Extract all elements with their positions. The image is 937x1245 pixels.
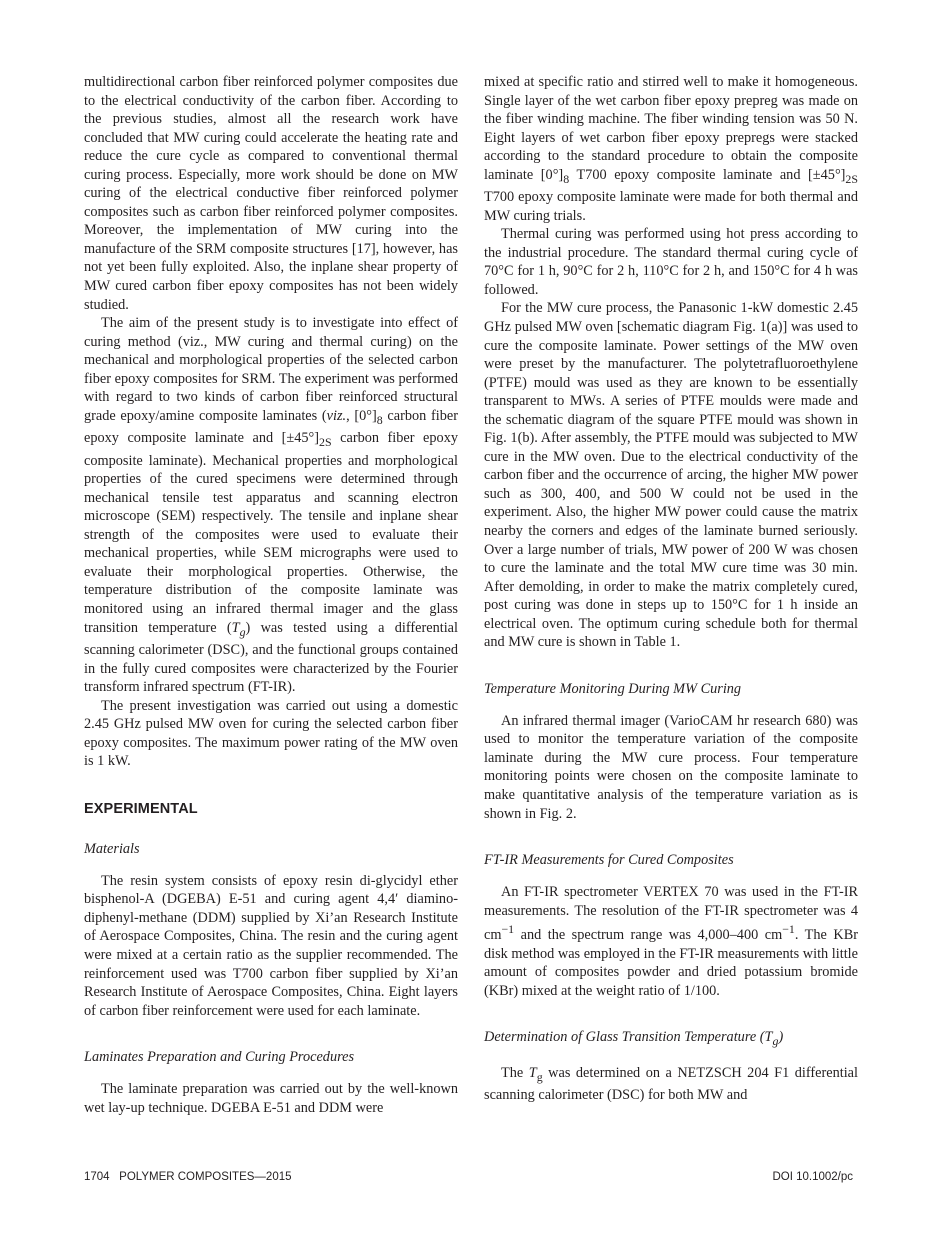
left-paragraph-aim: The aim of the present study is to investigate into effect of curing method (viz., MW curing and thermal curing) on the mechanical and morphological properties of the selected carbon fiber epoxy composites for SRM. The experiment was performed with regard to two kinds of carbon fiber reinforced structural grade epoxy/amine composite laminates (viz., $[0^\circ]_8$ carbon fiber epoxy composite laminate and $[\pm 45^\circ]_{2S}$ carbon fiber epoxy composite laminate). Mechanical properties and morphological properties of the cured specimens were determined through mechanical tensile test apparatus and scanning electron microscope (SEM) respectively. The tensile and inplane shear strength of the composites were used to evaluate their mechanical properties, while SEM micrographs were used to evaluate their morphological properties. Otherwise, the temperature distribution of the composite laminate was monitored using an infrared thermal imager and the glass transition temperature $(T_g)$ was tested using a differential scanning calorimeter (DSC), and the functional groups contained in the fully cured composites were characterized by the Fourier transform infrared spectrum (FT-IR). — [84, 315, 458, 696]
subheading-laminates: Laminates Preparation and Curing Procedures — [84, 1049, 355, 1066]
left-paragraph-laminates: The laminate preparation was carried out by the well-known wet lay-up technique. DGEBA E-51 and DDM were — [84, 1081, 458, 1116]
footer-doi: DOI 10.1002/pc — [772, 1171, 853, 1183]
subheading-temperature-monitoring: Temperature Monitoring During MW Curing — [484, 680, 742, 697]
right-paragraph-ftir: An FT-IR spectrometer VERTEX 70 was used in the FT-IR measurements. The resolution of the FT-IR spectrometer was 4 $cm^{-1}$ and the spectrum range was 4,000–400 $cm^{-1}$. The KBr disk method was employed in the FT-IR measurements with little amount of composites powder and dried potassium bromide (KBr) mixed at the weight ratio of 1/100. — [484, 884, 858, 999]
footer-page-journal: 1704 POLYMER COMPOSITES—2015 — [84, 1171, 292, 1183]
right-paragraph-thermal: Thermal curing was performed using hot press according to the industrial procedure. The standard thermal curing cycle of 70°C for 1 h, 90°C for 2 h, 110°C for 2 h, and 150°C for 4 h was followed. — [484, 226, 858, 298]
right-paragraph-1: mixed at specific ratio and stirred well to make it homogeneous. Single layer of the wet carbon fiber epoxy prepreg was made on the fiber winding machine. The fiber winding tension was 50 N. Eight layers of wet carbon fiber epoxy prepregs were stacked according to the standard procedure to obtain the composite laminate $[0^\circ]_8$ T700 epoxy composite laminate and $[\pm 45^\circ]_{2S}$ T700 epoxy composite laminate were made for both thermal and MW curing trials. — [484, 74, 858, 224]
subheading-ftir: FT-IR Measurements for Cured Composites — [484, 852, 734, 869]
left-column — [84, 73, 458, 1117]
right-paragraph-tg: The $T_g$ was determined on a NETZSCH 204 F1 differential scanning calorimeter (DSC) for both MW and — [484, 1065, 858, 1104]
subheading-materials: Materials — [84, 840, 140, 857]
left-paragraph-1: multidirectional carbon fiber reinforced polymer composites due to the electrical conductivity of the carbon fiber. According to the previous studies, almost all the research work have concluded that MW curing could accelerate the heating rate and reduce the cure cycle as compared to conventional thermal curing process. Especially, more work should be done on MW curing of the electrical conductive fiber reinforced polymer composites such as carbon fiber reinforced polymer composites. Moreover, the implementation of MW curing into the manufacture of the SRM composite structures [17], however, has not yet been fully exploited. Also, the inplane shear property of MW cured carbon fiber epoxy composites has not been widely studied. — [84, 74, 458, 313]
section-heading-experimental: EXPERIMENTAL — [84, 800, 198, 817]
left-paragraph-materials: The resin system consists of epoxy resin di-glycidyl ether bisphenol-A (DGEBA) E-51 and curing agent 4,4′ diamino-diphenyl-methane (DDM) supplied by Xi’an Research Institute of Aerospace Composites, China. The resin and the curing agent were mixed at a certain ratio as the supplier recommended. The reinforcement used was T700 carbon fiber supplied by Xi’an Research Institute of Aerospace Composites, China. Eight layers of carbon fiber reinforcement were used for each laminate. — [84, 872, 458, 1019]
subheading-glass-transition: Determination of Glass Transition Temperature $(T_g)$ — [484, 1029, 784, 1048]
right-paragraph-mw-process: For the MW cure process, the Panasonic 1-kW domestic 2.45 GHz pulsed MW oven [schematic diagram Fig. 1(a)] was used to cure the composite laminate. Power settings of the MW oven were preset by the manufacturer. The polytetrafluoroethylene (PTFE) mould was used as they are known to be essentially transparent to MWs. A series of PTFE moulds were made and the schematic diagram of the square PTFE mould was shown in Fig. 1(b). After assembly, the PTFE mould was subjected to MW cure in the MW oven. Due to the electrical conductivity of the carbon fiber and the occurrence of arcing, the higher MW power such as 300, 400, and 500 W could not be used in the experiment. Also, the higher MW power could cause the matrix nearby the corners and edges of the laminate burned seriously. Over a large number of trials, MW power of 200 W was chosen to cure the laminate and the total MW cure time was 30 min. After demolding, in order to make the matrix completely cured, post curing was done in steps up to 150°C for 1 h inside an electrical oven. The optimum curing schedule both for thermal and MW cure is shown in Table 1. — [484, 300, 858, 651]
left-paragraph-present: The present investigation was carried out using a domestic 2.45 GHz pulsed MW oven for curing the selected carbon fiber epoxy composites. The maximum power rating of the MW oven is 1 kW. — [84, 697, 458, 770]
right-paragraph-temperature: An infrared thermal imager (VarioCAM hr research 680) was used to monitor the temperature variation of the composite laminate during the MW cure process. Four temperature monitoring points were chosen on the composite laminate to make quantitative analysis of the temperature variation as is shown in Fig. 2. — [484, 712, 858, 822]
right-column — [484, 73, 858, 1105]
